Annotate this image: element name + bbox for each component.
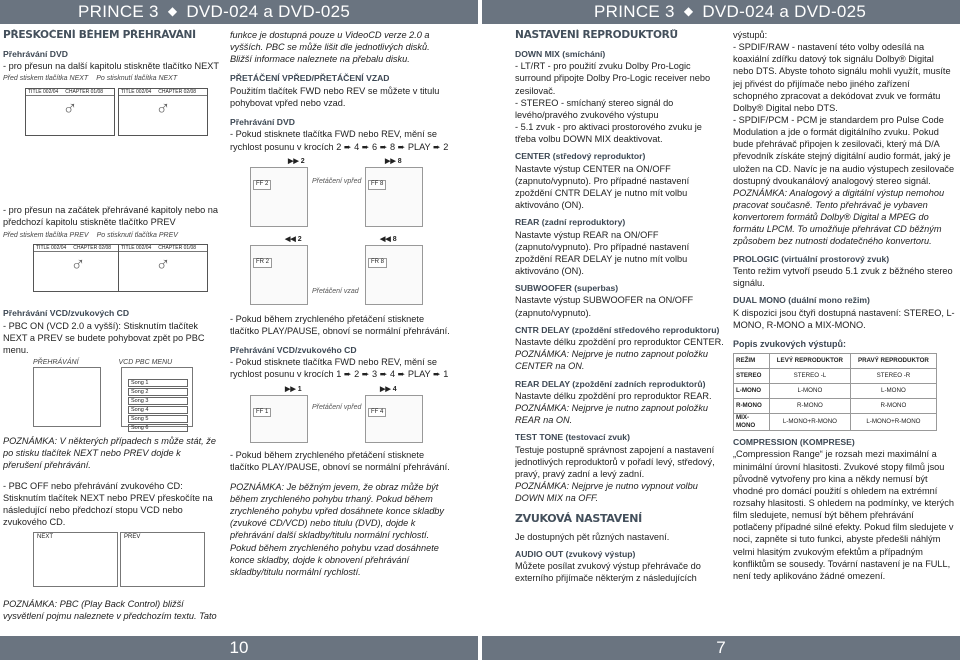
downmix-stereo: - STEREO - smíchaný stereo signál do levého/pravého zvukového výstupu	[515, 97, 674, 120]
vcd-text: - PBC ON (VCD 2.0 a vyšší): Stisknutím tlačítek NEXT a PREV se budete pohybovat zpět po PBC menu.	[3, 320, 205, 355]
speaker-title: NASTAVENÍ REPRODUKTORŮ	[515, 29, 678, 41]
ff-text: Použitím tlačítek FWD nebo REV se můžete v titulu pohybovat vpřed nebo vzad.	[230, 85, 440, 108]
table-row: MIX-MONO L-MONO+R-MONO L-MONO+R-MONO	[734, 413, 937, 430]
audio-out-text: Můžete posílat zvukový výstup přehrávače do externího přijímače některým z následujících	[515, 561, 701, 584]
screen-before-next: TITLE 002/04 CHAPTER 01/08 ♂	[25, 88, 115, 136]
brand-left: PRINCE 3	[78, 2, 159, 21]
ff4-label: ▶▶ 4	[380, 385, 397, 393]
diamond-icon: ◆	[167, 4, 178, 18]
p10-col2	[230, 29, 450, 629]
page-number-left: 10	[0, 636, 478, 660]
prev-text: - pro přesun na začátek přehrávané kapitoly nebo na předchozí kapitolu stiskněte tlačítko PREV	[3, 204, 219, 227]
audio-output-table	[733, 353, 937, 431]
note-ff: POZNÁMKA: Je běžným jevem, že obraz může být během zrychleného pohybu trhaný. Pokud během zrychleného pohybu vpřed dosáhnete konce skladby (zvukové CD/VCD) nebo titulu (DVD), dojde k přehrávání další skladby/titulu normální rychlostí. Pokud během zrychleného pohybu vzad dosáhnete konce skladby, dojde k obnovení přehrávání skladby/titulu normální rychlostí.	[230, 481, 445, 577]
caption-menu: VCD PBC MENU	[118, 358, 173, 366]
outputs-lead: výstupů:	[733, 30, 768, 40]
song-item[interactable]: Song 5	[128, 415, 188, 423]
figure-illustration-icon: ♂	[155, 97, 171, 120]
caption-after-next: Po stisknutí tlačítka NEXT	[96, 75, 178, 83]
fwd-label: Přetáčení vpřed	[312, 177, 362, 185]
rv2-label: ◀◀ 2	[285, 235, 302, 243]
header-left	[0, 0, 478, 24]
screen-after-prev: TITLE 002/04 CHAPTER 01/08 ♂	[118, 244, 208, 292]
caption-play: PŘEHRÁVÁNÍ	[33, 358, 79, 366]
outputs-description-heading: Popis zvukových výstupů:	[733, 338, 847, 349]
figure-illustration-icon: ♂	[70, 254, 86, 277]
table-header-row: REŽIM LEVÝ REPRODUKTOR PRAVÝ REPRODUKTOR	[734, 353, 937, 368]
model-left: DVD-024 a DVD-025	[186, 2, 351, 21]
audio-out-heading: AUDIO OUT (zvukový výstup)	[515, 548, 636, 559]
note-interrupt: POZNÁMKA: V některých případech s může stát, že po stisku tlačítek NEXT nebo PREV dojde k přerušení přehrávání.	[3, 436, 216, 471]
section-title-skip: PŘESKOČENÍ BĚHEM PŘEHRÁVÁNÍ	[3, 29, 196, 41]
p7-col2	[733, 29, 955, 629]
fr2-screen: FR 2	[250, 245, 308, 305]
pbc-off-text: - PBC OFF nebo přehrávání zvukového CD: Stisknutím tlačítek NEXT nebo PREV přeskočíte na následující nebo předchozí stopu VCD nebo zvukového CD.	[3, 480, 213, 528]
spdif-raw-text: - SPDIF/RAW - nastavení této volby odesílá na koaxiální zdířku datový tok signálu Dolby® Digital nebo DTS. Abyste tohoto signálu mohli využít, musíte jej přivést do přijímače nebo jiného zařízení schopného zpracovat a dekódovat zvuk ve formátu Dolby® Digital nebo DTS.	[733, 42, 951, 113]
rear-heading: REAR (zadní reproduktory)	[515, 217, 626, 228]
center-text: Nastavte výstup CENTER na ON/OFF (zapnuto/vypnuto). Pro případné nastavení zpoždění CNTR DELAY je nutno mít volbu aktivováno (ON).	[515, 163, 690, 211]
screen-before-prev: TITLE 002/04 CHAPTER 02/08 ♂	[33, 244, 123, 292]
compression-heading: COMPRESSION (KOMPRESE)	[733, 437, 855, 448]
prev-screen: PREV	[120, 532, 205, 587]
test-tone-text: Testuje postupně správnost zapojení a nastavení jednotlivých reproduktorů v pořadí levý, středový, pravý, pravý zadní a levý zadní.	[515, 444, 715, 479]
ff2-label: ▶▶ 2	[288, 157, 305, 165]
dual-mono-heading: DUAL MONO (duální mono režim)	[733, 295, 870, 306]
nav-figure	[3, 532, 221, 594]
song-item[interactable]: Song 6	[128, 424, 188, 432]
model-right: DVD-024 a DVD-025	[702, 2, 867, 21]
prologic-heading: PROLOGIC (virtuální prostorový zvuk)	[733, 253, 890, 264]
cntr-delay-note: POZNÁMKA: Nejprve je nutno zapnout položku CENTER na ON.	[515, 349, 709, 372]
ff-dvd-heading: Přehrávání DVD	[230, 117, 295, 128]
caption-before-prev: Před stiskem tlačítka PREV	[3, 231, 89, 239]
ff-heading: PŘETÁČENÍ VPŘED/PŘETÁČENÍ VZAD	[230, 73, 390, 84]
brand-right: PRINCE 3	[594, 2, 675, 21]
dual-mono-text: K dispozici jsou čtyři dostupná nastavení: STEREO, L-MONO, R-MONO a MIX-MONO.	[733, 307, 955, 330]
rev-label: Přetáčení vzad	[312, 287, 359, 295]
test-tone-heading: TEST TONE (testovací zvuk)	[515, 432, 630, 443]
compression-text: „Compression Range“ je rozsah mezi maximální a minimální úrovní hlasitosti. Zvukové stopy filmů jsou původně vytvořeny pro kina a někdy nemusí být vhodné pro domácí použití s ohledem na extrémní rozsahy hlasitosti. S ohledem na podmínky, ve kterých film sledujete, nemusí být během přehrávání potlačeny případné silné efekty. Pokud film sledujete v noci, zapněte si tuto funkci, abyste předešli náhlým velmi hlasitým zvukovým efektům a případným konfliktům se sousedy. Tovární nastavení je na FULL, není tedy aplikováno žádné omezení.	[733, 449, 954, 581]
song-item[interactable]: Song 4	[128, 406, 188, 414]
pbc-cont-text: funkce je dostupná pouze u VideoCD verze 2.0 a vyšších. PBC se může lišit dle jednotlivých disků. Bližší informace naleznete na přebalu disku.	[230, 30, 430, 65]
prev-figure	[3, 242, 208, 292]
downmix-51: - 5.1 zvuk - pro aktivaci prostorového zvuku je třeba volbu DOWN MIX deaktivovat.	[515, 122, 702, 145]
prologic-text: Tento režim vytvoří pseudo 5.1 zvuk z běžného stereo signálu.	[733, 265, 953, 289]
song-item[interactable]: Song 1	[128, 379, 188, 387]
p10-col1	[3, 29, 221, 634]
next-figure	[3, 86, 208, 136]
cntr-delay-text: Nastavte délku zpoždění pro reproduktor CENTER.	[515, 337, 724, 348]
table-row: L-MONO L-MONO L-MONO	[734, 383, 937, 398]
next-screen: NEXT	[33, 532, 118, 587]
downmix-lt: - LT/RT - pro použití zvuku Dolby Pro-Logic surround připojte Dolby Pro-Logic receiver nebo zesilovač.	[515, 61, 711, 96]
rev-figure	[230, 235, 450, 309]
song-list	[128, 379, 188, 433]
rv8-label: ◀◀ 8	[380, 235, 397, 243]
ff-vcd-figure	[230, 385, 450, 445]
subwoofer-heading: SUBWOOFER (superbas)	[515, 283, 619, 294]
figure-illustration-icon: ♂	[62, 97, 78, 120]
header-right	[482, 0, 960, 24]
p7-col1	[515, 29, 725, 629]
ff8-label: ▶▶ 8	[385, 157, 402, 165]
note-pbc: POZNÁMKA: PBC (Play Back Control) bližší vysvětlení pojmu naleznete v předchozím textu. Tato	[3, 599, 217, 622]
subwoofer-text: Nastavte výstup SUBWOOFER na ON/OFF (zapnuto/vypnuto).	[515, 295, 694, 318]
ff-vcd-heading: Přehrávání VCD/zvukového CD	[230, 344, 357, 355]
caption-before-next: Před stiskem tlačítka NEXT	[3, 75, 89, 83]
rear-delay-text: Nastavte délku zpoždění pro reproduktor REAR.	[515, 390, 712, 401]
center-heading: CENTER (středový reproduktor)	[515, 151, 646, 162]
downmix-heading: DOWN MIX (smíchání)	[515, 48, 606, 59]
audio-settings-text: Je dostupných pět různých nastavení.	[515, 531, 670, 542]
next-text: - pro přesun na další kapitolu stiskněte tlačítko NEXT	[3, 61, 220, 72]
spdif-pcm-text: - SPDIF/PCM - PCM je standardem pro Pulse Code Modulation a jde o formát digitálního zvuku. Pokud bude přehrávač připojen k zesilovači, který má D/A převodník získáte stejný digitální audio formát, jaký je uložen na CD. Navíc je na audio výstupech zesilovače dostupný dvoukanálový analogový stereo signál.	[733, 114, 955, 186]
ff-figure	[230, 157, 450, 231]
cntr-delay-heading: CNTR DELAY (zpoždění středového reproduktoru)	[515, 324, 720, 335]
ff8-screen: FF 8	[365, 167, 423, 227]
ff-dvd-text: - Pokud stisknete tlačítka FWD nebo REV, mění se rychlost posunu v krocích 2 ➨ 4 ➨ 6 ➨ 8 ➨ PLAY ➨ 2	[230, 129, 449, 152]
diamond-icon: ◆	[683, 4, 694, 18]
ff-vcd-text: - Pokud stisknete tlačítka FWD nebo REV, mění se rychlost posunu v krocích 1 ➨ 2 ➨ 3 ➨ 4 ➨ PLAY ➨ 1	[230, 357, 449, 380]
table-row: R-MONO R-MONO R-MONO	[734, 398, 937, 413]
screen-after-next: TITLE 002/04 CHAPTER 02/08 ♂	[118, 88, 208, 136]
ff-play-text: - Pokud během zrychleného přetáčení stisknete tlačítko PLAY/PAUSE, obnoví se normální přehrávání.	[230, 313, 450, 336]
song-item[interactable]: Song 2	[128, 388, 188, 396]
caption-after-prev: Po stisknutí tlačítka PREV	[96, 231, 178, 239]
song-item[interactable]: Song 3	[128, 397, 188, 405]
test-tone-note: POZNÁMKA: Nejprve je nutno vypnout volbu DOWN MIX na OFF.	[515, 481, 698, 504]
analog-digital-note: POZNÁMKA: Analogový a digitální výstup nemohou pracovat současně. Tento přehrávač je vybaven konvertorem formátů Dolby® Digital a MPEG do formátu LPCM. To umožňuje přehrávat CD běžným způsobem bez nutnosti dodatečného konvertoru.	[733, 187, 945, 247]
table-row: STEREO STEREO -L STEREO -R	[734, 368, 937, 383]
ff1-label: ▶▶ 1	[285, 385, 302, 393]
pbc-figure	[3, 367, 213, 432]
ff2-screen: FF 2	[250, 167, 308, 227]
fr8-screen: FR 8	[365, 245, 423, 305]
dvd-heading: Přehrávání DVD	[3, 48, 68, 59]
page-number-right: 7	[482, 636, 960, 660]
fwd-label-2: Přetáčení vpřed	[312, 403, 362, 411]
ff1-screen: FF 1	[250, 395, 308, 443]
rear-delay-heading: REAR DELAY (zpoždění zadních reproduktorů)	[515, 378, 706, 389]
ff-play-text-2: - Pokud během zrychleného přetáčení stisknete tlačítko PLAY/PAUSE, obnoví se normální přehrávání.	[230, 449, 450, 472]
rear-delay-note: POZNÁMKA: Nejprve je nutno zapnout položku REAR na ON.	[515, 402, 709, 426]
ff4-screen: FF 4	[365, 395, 423, 443]
vcd-heading: Přehrávání VCD/zvukových CD	[3, 308, 130, 319]
figure-illustration-icon: ♂	[155, 254, 171, 277]
rear-text: Nastavte výstup REAR na ON/OFF (zapnuto/vypnuto). Pro případné nastavení zpoždění REAR DELAY je nutno mít volbu aktivováno (ON).	[515, 229, 690, 276]
play-screen	[33, 367, 101, 427]
audio-settings-title: ZVUKOVÁ NASTAVENÍ	[515, 512, 642, 526]
